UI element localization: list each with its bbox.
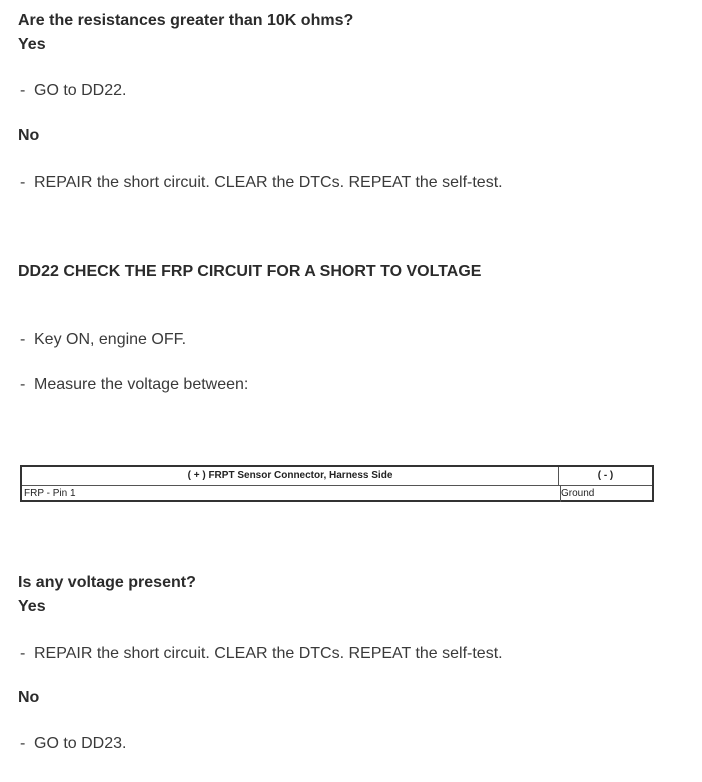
dd22-step-1: - Key ON, engine OFF. (20, 331, 187, 348)
q2-yes-action: - REPAIR the short circuit. CLEAR the DTCs. REPEAT the self-test. (20, 645, 503, 662)
bullet-dash: - (20, 82, 26, 99)
table-row (22, 486, 652, 502)
q1-no-action: - REPAIR the short circuit. CLEAR the DTCs. REPEAT the self-test. (20, 174, 503, 191)
q2-no-action: - GO to DD23. (20, 735, 127, 752)
q2-question: Is any voltage present? (18, 574, 196, 591)
bullet-dash: - (20, 735, 26, 752)
q2-yes-label: Yes (18, 598, 46, 615)
table-header-positive: ( + ) FRPT Sensor Connector, Harness Side (22, 467, 559, 485)
q1-question: Are the resistances greater than 10K ohms? (18, 12, 354, 29)
q1-no-label: No (18, 127, 40, 144)
voltage-measurement-table (20, 465, 654, 502)
table-cell-negative: Ground (561, 488, 595, 499)
q1-yes-label: Yes (18, 36, 46, 53)
q2-no-label: No (18, 689, 40, 706)
dd22-step-2: - Measure the voltage between: (20, 376, 249, 393)
bullet-dash: - (20, 376, 26, 393)
dd22-heading: DD22 CHECK THE FRP CIRCUIT FOR A SHORT TO VOLTAGE (18, 263, 482, 280)
bullet-dash: - (20, 331, 26, 348)
q1-yes-action: - GO to DD22. (20, 82, 127, 99)
bullet-dash: - (20, 645, 26, 662)
table-header-row (22, 467, 652, 486)
table-header-negative: ( - ) (597, 470, 614, 481)
bullet-dash: - (20, 174, 26, 191)
table-cell-positive: FRP - Pin 1 (22, 486, 561, 502)
